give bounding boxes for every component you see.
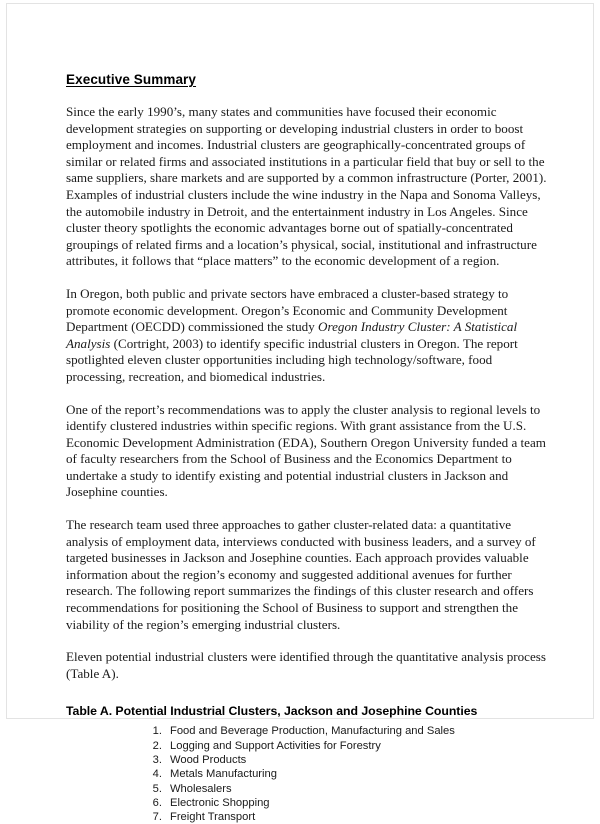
list-item-label: Freight Transport <box>170 811 256 824</box>
list-item-number: 2. <box>152 739 162 752</box>
list-item-label: Wood Products <box>170 754 247 766</box>
document-page <box>6 3 594 824</box>
paragraph-recommendations: One of the report’s recommendations was to apply the cluster analysis to regional levels to identify clustered industries within specific regions. With grant assistance from the U.S. Economic Development Administration (EDA), Southern Oregon University funded a team of faculty researchers from the School of Business and the Economics Department to undertake a study to identify existing and potential industrial clusters in Jackson and Josephine counties. <box>66 401 546 500</box>
list-item-label: Wholesalers <box>170 782 232 795</box>
list-item-label: Metals Manufacturing <box>170 768 277 781</box>
paragraph-oregon-part2: (Cortright, 2003) to identify specific industrial clusters in Oregon. The report spotlighted eleven cluster opportunities including high technology/software, food processing, recreation, and biomedical industries. <box>66 335 518 384</box>
list-item-number: 5. <box>152 782 162 795</box>
study-title-italic: Oregon Industry Cluster: A Statistical Analysis <box>66 319 518 351</box>
paragraph-oregon <box>66 286 547 386</box>
list-item <box>66 810 550 824</box>
list-item <box>66 739 550 753</box>
list-item-number: 6. <box>152 796 162 809</box>
list-item <box>66 782 550 796</box>
list-item-number: 4. <box>152 768 162 781</box>
list-item <box>66 767 550 781</box>
list-item <box>66 753 550 767</box>
list-item-label: Logging and Support Activities for Forestry <box>170 739 381 752</box>
list-item-number: 7. <box>152 811 162 824</box>
page-title-text: Executive Summary <box>66 72 197 87</box>
table-caption: Table A. Potential Industrial Clusters, Jackson and Josephine Counties <box>66 704 478 719</box>
list-item-label: Electronic Shopping <box>170 796 270 809</box>
paragraph-oregon-part1: In Oregon, both public and private sectors have embraced a cluster-based strategy to promote economic development. Oregon’s Economic and Community Development Department (OECDD) commissioned the study <box>66 285 509 335</box>
cluster-list <box>66 724 550 824</box>
list-item-number: 1. <box>152 725 162 738</box>
paragraph-intro: Since the early 1990’s, many states and communities have focused their economic development strategies on supporting or developing industrial clusters in order to boost employment and incomes. Industrial clusters are geographically-concentrated groups of similar or related firms and associated institutions in a particular field that buy or sell to the same suppliers, share markets and are supported by a common infrastructure (Porter, 2001). Examples of industrial clusters include the wine industry in the Napa and Sonoma Valleys, the automobile industry in Detroit, and the entertainment industry in Los Angeles. Since cluster theory spotlights the economic advantages borne out of spatially-concentrated groupings of related firms and a location’s physical, social, institutional and infrastructure attributes, it follows that “place matters” to the economic development of a region. <box>66 104 547 269</box>
paragraph-eleven-clusters: Eleven potential industrial clusters were identified through the quantitative analysis process (Table A). <box>66 649 546 681</box>
list-item-label: Food and Beverage Production, Manufacturing and Sales <box>170 725 455 738</box>
list-item <box>66 796 550 810</box>
list-item <box>66 724 550 738</box>
list-item-number: 3. <box>152 754 162 766</box>
page-title <box>66 4 550 87</box>
paragraph-research-team: The research team used three approaches to gather cluster-related data: a quantitative analysis of employment data, interviews conducted with business leaders, and a survey of targeted businesses in Jackson and Josephine counties. Each approach provides valuable information about the region’s economy and suggested additional avenues for further research. The following report summarizes the findings of this cluster research and offers recommendations for positioning the School of Business to support and strengthen the viability of the region’s emerging industrial clusters. <box>66 517 536 632</box>
document-content-column <box>66 4 550 824</box>
